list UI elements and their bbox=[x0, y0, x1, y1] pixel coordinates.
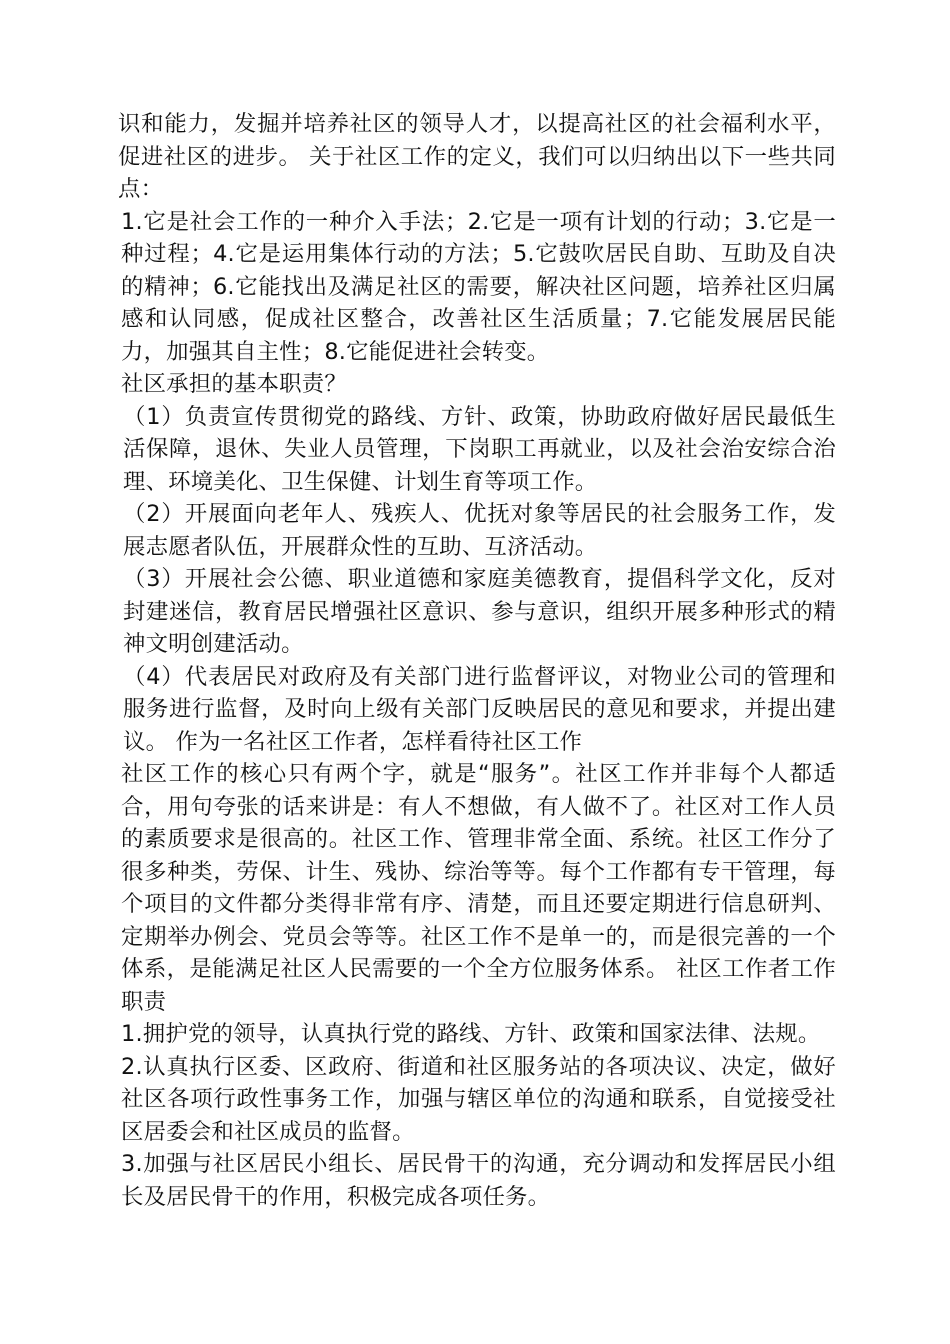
paragraph-definition-summary: 识和能力，发掘并培养社区的领导人才，以提高社区的社会福利水平，促进社区的进步。 关于社区工作的定义，我们可以归纳出以下一些共同点： bbox=[118, 111, 836, 202]
paragraph-duty-4: （4）代表居民对政府及有关部门进行监督评议，对物业公司的管理和服务进行监督，及时向上级有关部门反映居民的意见和要求，并提出建议。 作为一名社区工作者，怎样看待社区工作 bbox=[123, 663, 836, 755]
document-body bbox=[118, 108, 836, 1213]
paragraph-service-core: 社区工作的核心只有两个字，就是“服务”。社区工作并非每个人都适合，用句夸张的话来讲是：有人不想做，有人做不了。社区对工作人员的素质要求是很高的。社区工作、管理非常全面、系统。社区工作分了很多种类，劳保、计生、残协、综治等等。每个工作都有专干管理，每个项目的文件都分类得非常有序、清楚，而且还要定期进行信息研判、定期举办例会、党员会等等。社区工作不是单一的，而是很完善的一个体系，是能满足社区人民需要的一个全方位服务体系。 社区工作者工作职责 bbox=[121, 761, 836, 1015]
paragraph-duty-1: （1）负责宣传贯彻党的路线、方针、政策，协助政府做好居民最低生活保障，退休、失业人员管理，下岗职工再就业，以及社会治安综合治理、环境美化、卫生保健、计划生育等项工作。 bbox=[123, 403, 836, 495]
paragraph-duty-3: （3）开展社会公德、职业道德和家庭美德教育，提倡科学文化，反对封建迷信，教育居民增强社区意识、参与意识，组织开展多种形式的精神文明创建活动。 bbox=[123, 566, 836, 657]
paragraph-worker-duty-3: 3.加强与社区居民小组长、居民骨干的沟通，充分调动和发挥居民小组长及居民骨干的作用，积极完成各项任务。 bbox=[121, 1151, 836, 1210]
paragraph-duties-heading: 社区承担的基本职责？ bbox=[121, 371, 347, 397]
paragraph-common-points: 1.它是社会工作的一种介入手法；2.它是一项有计划的行动；3.它是一种过程；4.它是运用集体行动的方法；5.它鼓吹居民自助、互助及自决的精神；6.它能找出及满足社区的需要，解决社区问题，培养社区归属感和认同感，促成社区整合，改善社区生活质量；7.它能发展居民能力，加强其自主性；8.它能促进社会转变。 bbox=[121, 208, 836, 365]
paragraph-worker-duty-1: 1.拥护党的领导，认真执行党的路线、方针、政策和国家法律、法规。 bbox=[121, 1021, 821, 1047]
paragraph-worker-duty-2: 2.认真执行区委、区政府、街道和社区服务站的各项决议、决定，做好社区各项行政性事务工作，加强与辖区单位的沟通和联系，自觉接受社区居委会和社区成员的监督。 bbox=[121, 1053, 836, 1145]
paragraph-duty-2: （2）开展面向老年人、残疾人、优抚对象等居民的社会服务工作，发展志愿者队伍，开展群众性的互助、互济活动。 bbox=[123, 501, 836, 560]
